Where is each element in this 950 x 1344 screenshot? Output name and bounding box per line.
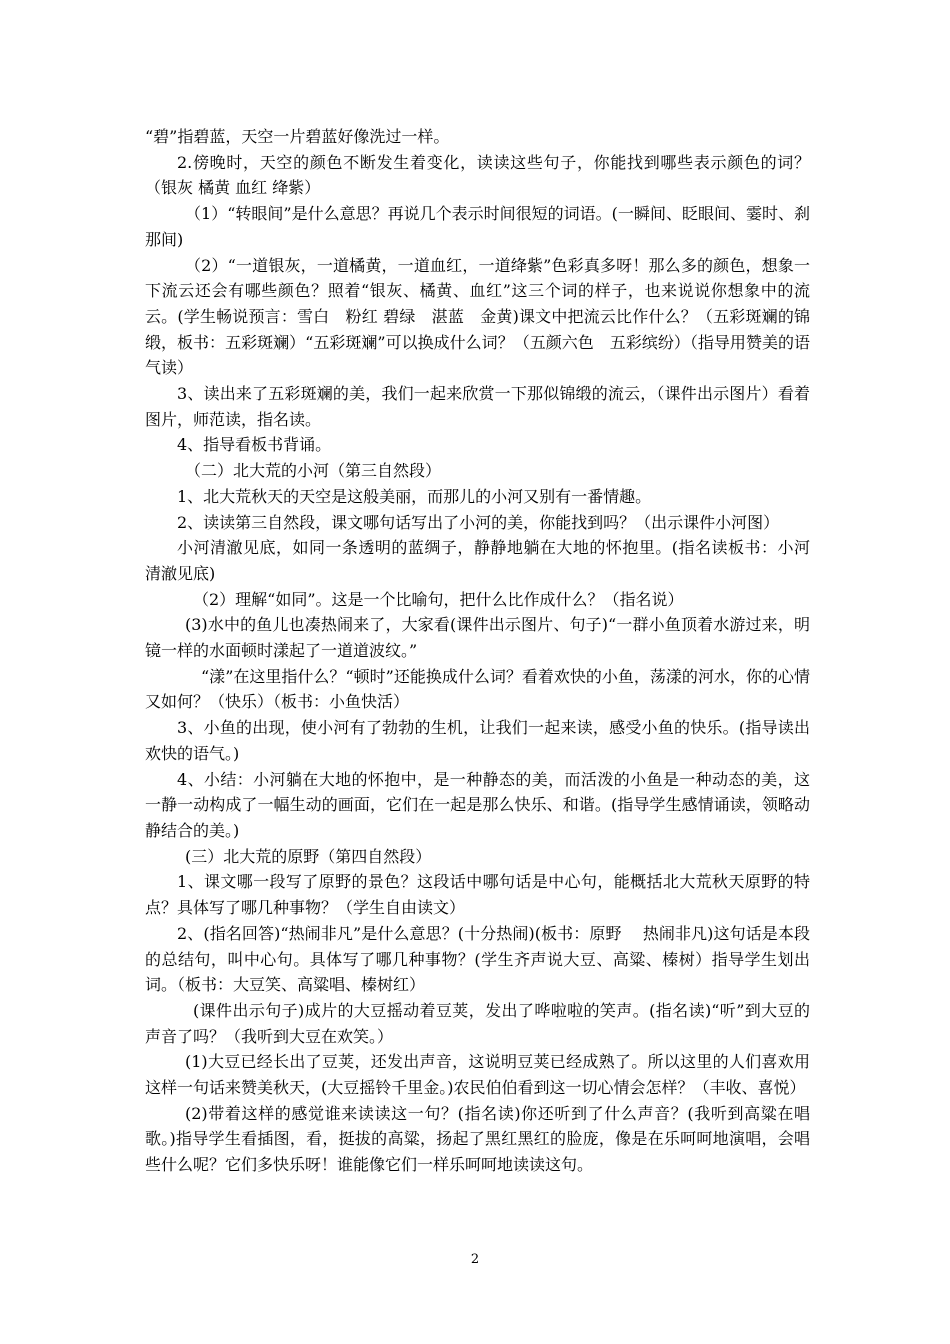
body-text — [145, 124, 827, 1178]
paragraph: （2）“一道银灰，一道橘黄，一道血红，一道绛紫”色彩真多呀！那么多的颜色，想象一下流云还会有哪些颜色？照着“银灰、橘黄、血红”这三个词的样子，也来说说你想象中的流云。(学生畅说预言：雪白 粉红 碧绿 湛蓝 金黄)课文中把流云比作什么？（五彩斑斓的锦缎，板书：五彩斑斓）“五彩斑斓”可以换成什么词？（五颜六色 五彩缤纷）（指导用赞美的语气读） — [145, 255, 810, 378]
paragraph: 2、(指名回答)“热闹非凡”是什么意思？(十分热闹)(板书：原野 热闹非凡)这句话是本段的总结句，叫中心句。具体写了哪几种事物？(学生齐声说大豆、高粱、榛树）指导学生划出词。（板书：大豆笑、高粱唱、榛树红） — [145, 923, 810, 995]
paragraph: 3、读出来了五彩斑斓的美，我们一起来欣赏一下那似锦缎的流云，（课件出示图片）看着图片，师范读，指名读。 — [145, 384, 810, 429]
paragraph: 小河清澈见底，如同一条透明的蓝绸子，静静地躺在大地的怀抱里。(指名读板书：小河 清澈见底) — [145, 538, 827, 583]
paragraph: (2)带着这样的感觉谁来读读这一句？(指名读)你还听到了什么声音？(我听到高粱在唱歌。)指导学生看插图，看，挺拔的高粱，扬起了黑红黑红的脸庞，像是在乐呵呵地演唱，会唱些什么呢？它们多快乐呀！谁能像它们一样乐呵呵地读读这句。 — [145, 1103, 810, 1175]
paragraph: “碧”指碧蓝，天空一片碧蓝好像洗过一样。 — [145, 127, 450, 146]
paragraph: （2）理解“如同”。这是一个比喻句，把什么比作成什么？（指名说） — [193, 589, 684, 609]
page-number: 2 — [470, 1252, 480, 1267]
paragraph: 4、指导看板书背诵。 — [177, 435, 332, 455]
paragraph: 3、小鱼的出现，使小河有了勃勃的生机，让我们一起来读，感受小鱼的快乐。(指导读出欢快的语气。) — [145, 718, 810, 763]
paragraph: 1、北大荒秋天的天空是这般美丽，而那儿的小河又别有一番情趣。 — [177, 486, 652, 506]
paragraph: 2.傍晚时，天空的颜色不断发生着变化，读读这些句子，你能找到哪些表示颜色的词？（银灰 橘黄 血红 绛紫） — [145, 152, 810, 198]
section-heading: （二）北大荒的小河（第三自然段） — [185, 461, 442, 481]
paragraph: (1)大豆已经长出了豆荚，还发出声音，这说明豆荚已经成熟了。所以这里的人们喜欢用这样一句话来赞美秋天，(大豆摇铃千里金。)农民伯伯看到这一切心情会怎样？（丰收、喜悦） — [145, 1052, 810, 1098]
paragraph: (3)水中的鱼儿也凑热闹来了，大家看(课件出示图片、句子)“一群小鱼顶着水游过来，明镜一样的水面顿时漾起了一道道波纹。” — [145, 615, 810, 661]
paragraph: 4、小结：小河躺在大地的怀抱中，是一种静态的美，而活泼的小鱼是一种动态的美，这一静一动构成了一幅生动的画面，它们在一起是那么快乐、和谐。(指导学生感情诵读，领略动静结合的美。) — [145, 769, 810, 840]
paragraph: (课件出示句子)成片的大豆摇动着豆荚，发出了哗啦啦的笑声。(指名读)“听”到大豆的声音了吗？（我听到大豆在欢笑。） — [145, 1000, 810, 1046]
paragraph: “漾”在这里指什么？“顿时”还能换成什么词？看着欢快的小鱼，荡漾的河水，你的心情又如何？（快乐）（板书：小鱼快活） — [145, 666, 810, 712]
section-heading: (三）北大荒的原野（第四自然段） — [185, 846, 432, 866]
paragraph: 2、读读第三自然段，课文哪句话写出了小河的美，你能找到吗？（出示课件小河图） — [177, 512, 780, 532]
paragraph: 1、课文哪一段写了原野的景色？这段话中哪句话是中心句，能概括北大荒秋天原野的特点？具体写了哪几种事物？（学生自由读文） — [145, 872, 810, 918]
paragraph: （1）“转眼间”是什么意思？再说几个表示时间很短的词语。(一瞬间、眨眼间、霎时、刹那间) — [145, 204, 810, 249]
